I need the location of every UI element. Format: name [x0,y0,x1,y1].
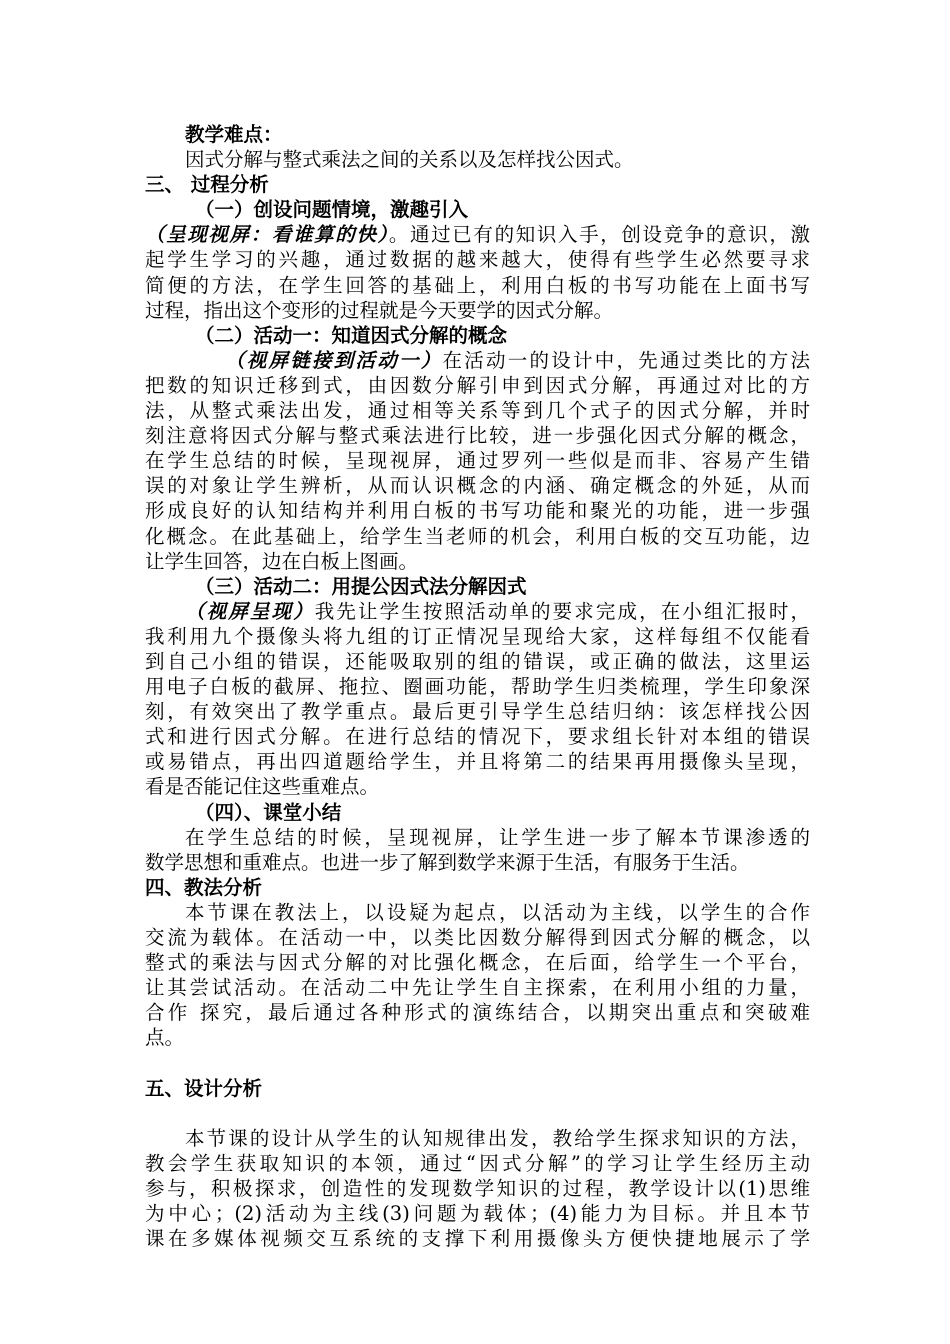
spacer [145,1101,810,1126]
part2-line-8: 化概念。在此基础上，给学生当老师的机会，利用白板的交互功能，边 [145,524,810,548]
part2-line-9: 让学生回答，边在白板上图画。 [145,549,419,573]
part3-line-1 [145,599,810,624]
method-line-2: 交流为载体。在活动一中，以类比因数分解得到因式分解的概念，以 [145,926,810,949]
part2-line-4: 刻注意将因式分解与整式乘法进行比较，进一步强化因式分解的概念， [145,424,810,448]
part4-heading: （四）、课堂小结 [195,800,342,824]
part2-line-2: 把数的知识迁移到式，由因数分解引申到因式分解，再通过对比的方 [145,373,810,397]
part3-line-8: 看是否能记住这些重难点。 [145,775,380,799]
difficulty-text: 因式分解与整式乘法之间的关系以及怎样找公因式。 [185,148,634,172]
part2-line-1-text: 在活动一的设计中，先通过类比的方法 [442,348,810,372]
part2-line-3: 法，从整式乘法出发，通过相等关系等到几个式子的因式分解，并时 [145,399,810,423]
part3-heading: （三）活动二：用提公因式法分解因式 [195,574,527,598]
method-line-1: 本节课在教法上，以设疑为起点，以活动为主线，以学生的合作 [185,900,810,924]
method-heading: 四、教法分析 [145,875,263,899]
difficulty-heading: 教学难点： [185,123,283,146]
design-line-2: 教会学生获取知识的本领，通过“因式分解”的学习让学生经历主动 [145,1151,810,1175]
design-line-1: 本节课的设计从学生的认知规律出发，教给学生探求知识的方法， [185,1126,810,1150]
part2-emph: （视屏链接到活动一） [225,348,443,372]
part2-line-6: 误的对象让学生辨析，从而认识概念的内涵、确定概念的外延，从而 [145,474,810,498]
part1-line-1 [145,222,810,247]
part2-line-5: 在学生总结的时候，呈现视屏，通过罗列一些似是而非、容易产生错 [145,449,810,473]
part2-heading: （二）活动一：知道因式分解的概念 [195,323,508,347]
method-line-3: 整式的乘法与因式分解的对比强化概念，在后面，给学生一个平台， [145,951,810,975]
part2-line-1 [145,348,810,373]
part3-line-1-text: 我先让学生按照活动单的要求完成，在小组汇报时， [314,599,810,623]
method-line-4: 让其尝试活动。在活动二中先让学生自主探索，在利用小组的力量， [145,976,810,1000]
part3-emph: （视屏呈现） [185,599,315,623]
part1-line-3: 简便的方法，在学生回答的基础上，利用白板的书写功能在上面书写 [145,273,810,297]
part2-line-7: 形成良好的认知结构并利用白板的书写功能和聚光的功能，进一步强 [145,499,810,523]
part3-line-6: 式和进行因式分解。在进行总结的情况下，要求组长针对本组的错误 [145,725,810,749]
part3-line-3: 到自己小组的错误，还能吸取别的组的错误，或正确的做法，这里运 [145,649,810,673]
document-body [145,122,810,1251]
part4-line-1: 在学生总结的时候，呈现视屏，让学生进一步了解本节课渗透的 [185,825,810,849]
spacer [145,1050,810,1075]
design-line-4: 为中心；(2)活动为主线(3)问题为载体；(4)能力为目标。并且本节 [145,1202,810,1226]
method-line-6: 点。 [145,1026,185,1050]
part3-line-7: 或易错点，再出四道题给学生，并且将第二的结果再用摄像头呈现， [145,750,810,774]
design-line-3: 参与，积极探求，创造性的发现数学知识的过程，教学设计以(1)思维 [145,1176,810,1200]
process-heading: 三、 过程分析 [145,173,269,197]
part1-line-1-text: 。通过已有的知识入手，创设竞争的意识，激 [388,223,810,247]
part3-line-4: 用电子白板的截屏、拖拉、圈画功能，帮助学生归类梳理，学生印象深 [145,675,810,699]
part1-line-4: 过程，指出这个变形的过程就是今天要学的因式分解。 [145,298,614,322]
method-line-5: 合作 探究，最后通过各种形式的演练结合，以期突出重点和突破难 [145,1001,810,1025]
part3-line-5: 刻，有效突出了教学重点。最后更引导学生总结归纳：该怎样找公因 [145,700,810,724]
design-line-5: 课在多媒体视频交互系统的支撑下利用摄像头方便快捷地展示了学 [145,1227,810,1251]
part1-line-2: 起学生学习的兴趣，通过数据的越来越大，使得有些学生必然要寻求 [145,248,810,272]
part1-heading: （一）创设问题情境，激趣引入 [195,198,469,222]
part4-line-2: 数学思想和重难点。也进一步了解到数学来源于生活，有服务于生活。 [145,850,750,874]
part3-line-2: 我利用九个摄像头将九组的订正情况呈现给大家，这样每组不仅能看 [145,624,810,648]
part1-emph: （呈现视屏：看谁算的快） [145,223,389,247]
design-heading: 五、设计分析 [145,1076,263,1100]
